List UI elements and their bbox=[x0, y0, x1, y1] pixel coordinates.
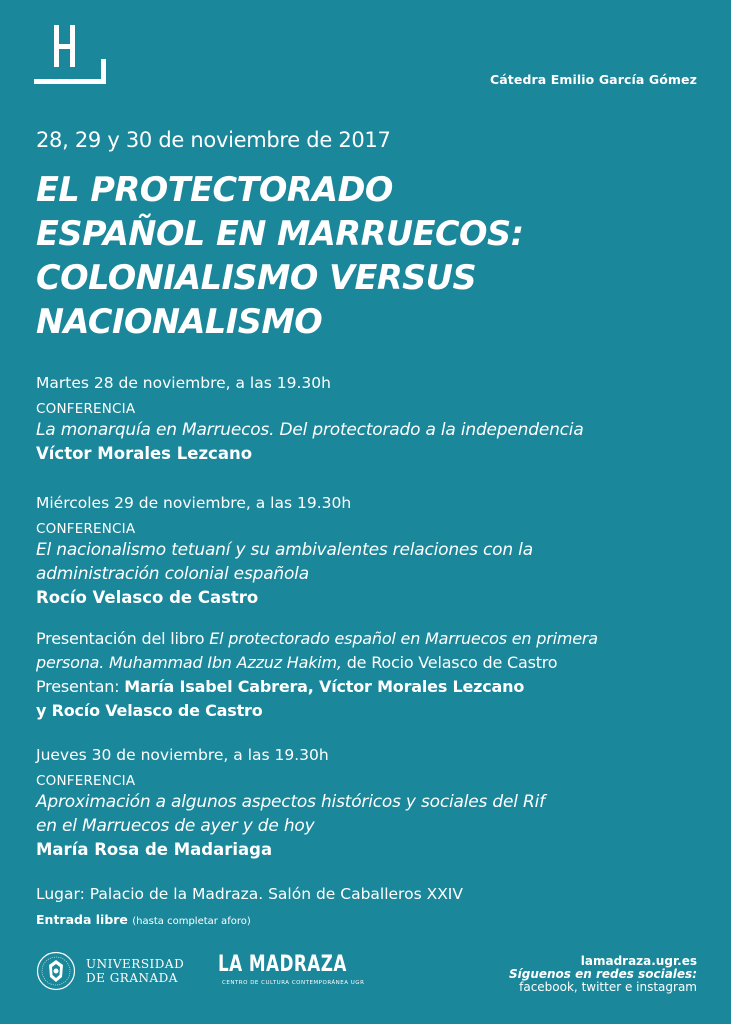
talk-title: en el Marruecos de ayer y de hoy bbox=[36, 816, 315, 836]
speaker-name: María Rosa de Madariaga bbox=[36, 840, 273, 859]
ugr-line: UNIVERSIDAD bbox=[86, 957, 185, 971]
social-info bbox=[509, 955, 697, 994]
social-label: Síguenos en redes sociales: bbox=[508, 967, 697, 981]
event-block-3 bbox=[36, 746, 696, 862]
book-author: de Rocio Velasco de Castro bbox=[341, 653, 558, 672]
book-title: El protectorado español en Marruecos en primera bbox=[209, 629, 598, 648]
title-line: ESPAÑOL EN MARRUECOS: bbox=[36, 214, 524, 253]
catedra-label: Cátedra Emilio García Gómez bbox=[490, 72, 697, 87]
social-list: facebook, twitter e instagram bbox=[519, 980, 697, 994]
entry-note: (hasta completar aforo) bbox=[132, 916, 251, 927]
speaker-name: Víctor Morales Lezcano bbox=[36, 444, 253, 463]
event-kind: CONFERENCIA bbox=[36, 401, 136, 417]
title-line: EL PROTECTORADO bbox=[36, 170, 393, 209]
ugr-logo-text bbox=[86, 957, 184, 985]
event-block-2 bbox=[36, 494, 696, 610]
event-day: Martes 28 de noviembre, a las 19.30h bbox=[36, 374, 331, 392]
presenters-label: Presentan: bbox=[36, 677, 125, 696]
event-day: Jueves 30 de noviembre, a las 19.30h bbox=[36, 746, 329, 764]
book-presentation bbox=[36, 627, 696, 723]
event-kind: CONFERENCIA bbox=[36, 521, 136, 537]
presenters: y Rocío Velasco de Castro bbox=[36, 701, 263, 720]
event-dates: 28, 29 y 30 de noviembre de 2017 bbox=[36, 128, 391, 152]
entry-label: Entrada libre bbox=[36, 912, 128, 927]
event-title bbox=[36, 168, 524, 344]
talk-title: El nacionalismo tetuaní y su ambivalentes relaciones con la bbox=[36, 540, 533, 560]
title-line: COLONIALISMO VERSUS bbox=[36, 258, 477, 297]
venue: Lugar: Palacio de la Madraza. Salón de Caballeros XXIV bbox=[36, 885, 463, 903]
talk-title: La monarquía en Marruecos. Del protectorado a la independencia bbox=[36, 420, 584, 440]
ugr-line: DE GRANADA bbox=[86, 971, 178, 985]
madraza-subtitle: CENTRO DE CULTURA CONTEMPORÁNEA UGR bbox=[222, 980, 365, 986]
event-kind: CONFERENCIA bbox=[36, 773, 136, 789]
entry-info bbox=[36, 912, 251, 927]
title-line: NACIONALISMO bbox=[36, 302, 323, 341]
event-block-1 bbox=[36, 374, 696, 466]
madraza-logo-text: LA MADRAZA bbox=[218, 952, 347, 977]
presenters: María Isabel Cabrera, Víctor Morales Lezcano bbox=[124, 677, 525, 696]
presentation-prefix: Presentación del libro bbox=[36, 629, 210, 648]
talk-title: Aproximación a algunos aspectos históricos y sociales del Rif bbox=[36, 792, 545, 812]
book-title: persona. Muhammad Ibn Azzuz Hakim, bbox=[36, 653, 342, 672]
website-link[interactable]: lamadraza.ugr.es bbox=[580, 954, 697, 968]
speaker-name: Rocío Velasco de Castro bbox=[36, 588, 259, 607]
ugr-seal-icon bbox=[36, 951, 76, 991]
talk-title: administración colonial española bbox=[36, 564, 309, 584]
madraza-h-logo bbox=[34, 25, 106, 85]
event-day: Miércoles 29 de noviembre, a las 19.30h bbox=[36, 494, 352, 512]
